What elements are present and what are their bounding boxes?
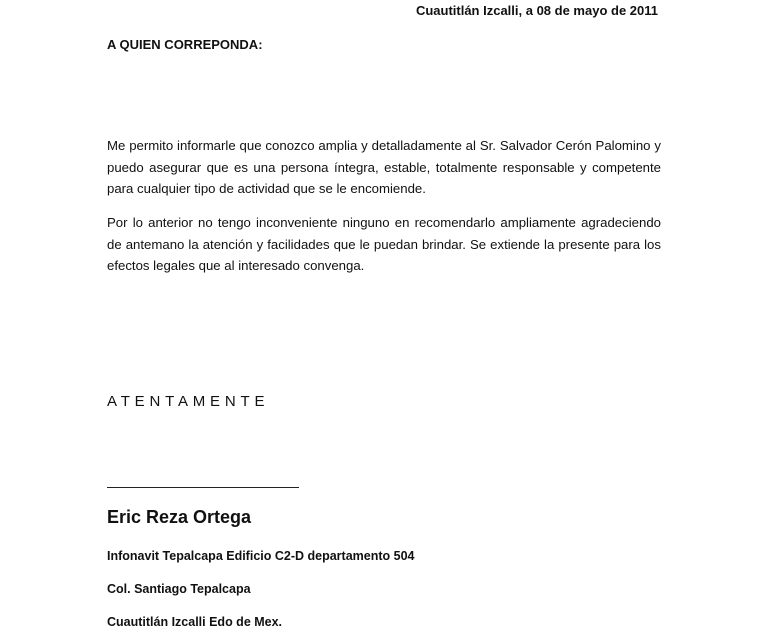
letter-salutation: A QUIEN CORREPONDA: [107, 37, 263, 52]
signer-address-line: Infonavit Tepalcapa Edificio C2-D departamento 504 [107, 549, 415, 563]
letter-paragraph-recommendation: Me permito informarle que conozco amplia y detalladamente al Sr. Salvador Cerón Palomino y puedo asegurar que es una persona íntegra, estable, totalmente responsable y competente para cualquier tipo de actividad que se le encomiende. [107, 138, 661, 196]
signer-address-line: Cuautitlán Izcalli Edo de Mex. [107, 615, 283, 629]
letter-date: Cuautitlán Izcalli, a 08 de mayo de 2011 [415, 3, 658, 18]
letter-closing: ATENTAMENTE [107, 393, 270, 410]
signer-name: Eric Reza Ortega [107, 507, 252, 527]
signer-address-line: Col. Santiago Tepalcapa [107, 582, 251, 596]
letter-paragraph-closing-statement: Por lo anterior no tengo inconveniente ninguno en recomendarlo ampliamente agradeciendo de antemano la atención y facilidades que le puedan brindar. Se extiende la presente para los efectos legales que al interesado convenga. [107, 215, 661, 273]
signature-line [107, 487, 299, 488]
